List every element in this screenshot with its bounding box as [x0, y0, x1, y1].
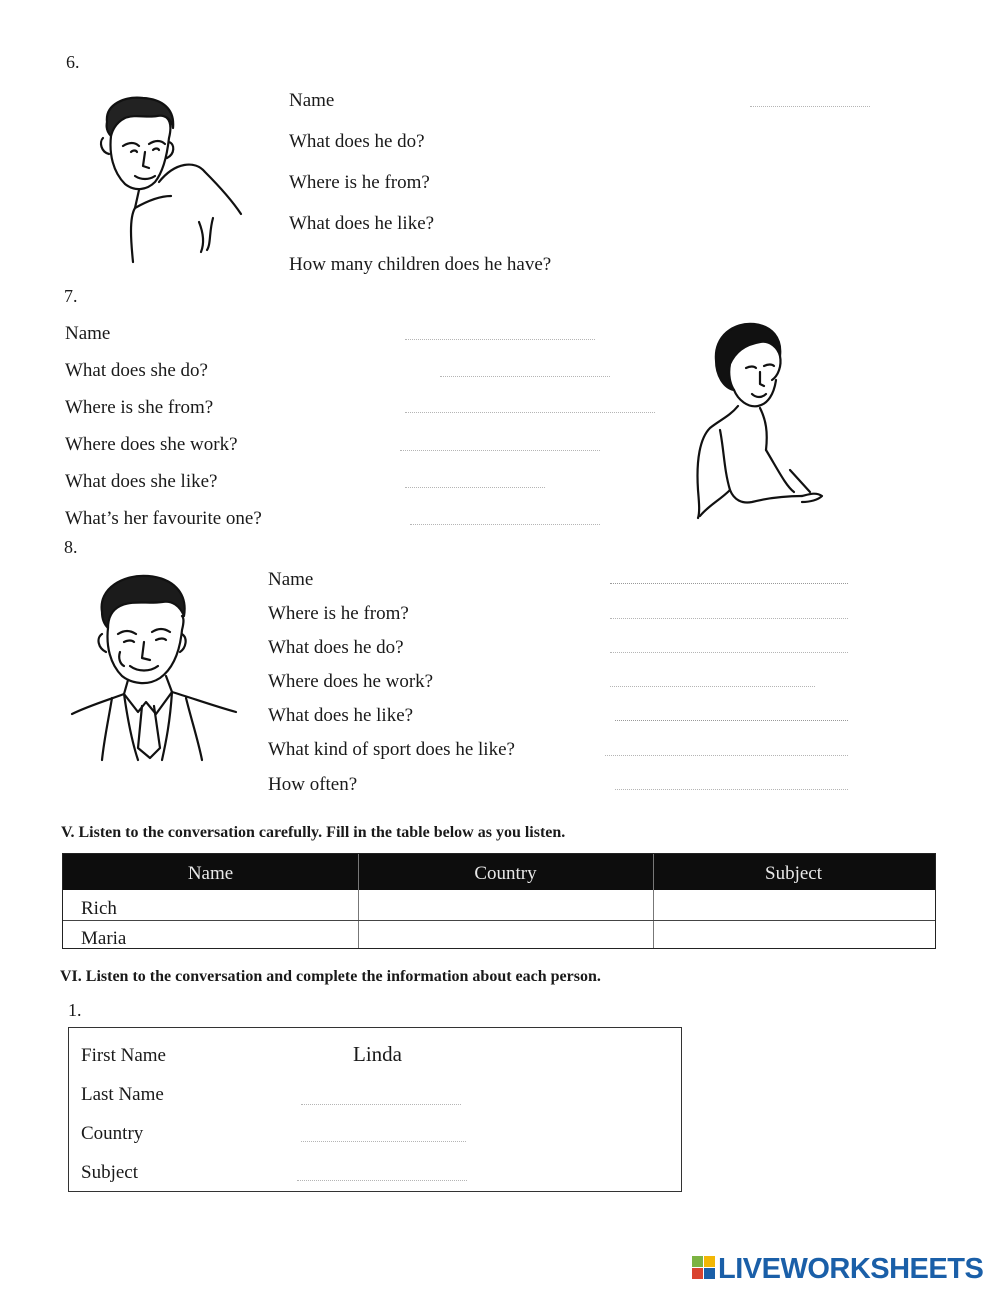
last-name-answer[interactable]	[299, 1082, 469, 1104]
q7-workplace-label: Where does she work?	[65, 434, 238, 455]
q7-origin-answer-line[interactable]	[405, 412, 655, 413]
q6-likes-label: What does he like?	[289, 213, 435, 234]
country-answer[interactable]	[299, 1121, 469, 1143]
row-rich-name: Rich	[81, 898, 117, 919]
q7-origin-label: Where is she from?	[65, 397, 214, 418]
q8-workplace-label: Where does he work?	[268, 671, 434, 692]
q8-sport-answer-line[interactable]	[605, 755, 848, 756]
subject-label: Subject	[81, 1162, 138, 1183]
q7-likes-label: What does she like?	[65, 471, 218, 492]
q7-likes-answer-line[interactable]	[405, 487, 545, 488]
country-answer-line	[301, 1141, 466, 1142]
column-header-name: Name	[187, 863, 234, 884]
question-number-6: 6.	[66, 52, 80, 72]
q7-name-label: Name	[65, 323, 111, 344]
q6-children-label: How many children does he have?	[289, 254, 552, 275]
person-number-1: 1.	[68, 1000, 82, 1020]
q7-favourite-answer-line[interactable]	[410, 524, 600, 525]
question-number-7: 7.	[64, 286, 78, 306]
q8-name-answer-line[interactable]	[610, 583, 848, 584]
row-rich-subject-cell[interactable]	[658, 892, 928, 919]
country-label: Country	[81, 1123, 144, 1144]
subject-answer-line	[297, 1180, 467, 1181]
q8-sport-label: What kind of sport does he like?	[268, 739, 515, 760]
subject-answer[interactable]	[299, 1160, 469, 1182]
man-portrait-illustration	[95, 92, 245, 267]
q7-job-answer-line[interactable]	[440, 376, 610, 377]
q6-name-answer-line[interactable]	[750, 106, 870, 107]
q6-origin-label: Where is he from?	[289, 172, 430, 193]
last-name-label: Last Name	[81, 1084, 164, 1105]
q8-job-answer-line[interactable]	[610, 652, 848, 653]
row-maria-country-cell[interactable]	[363, 922, 648, 947]
column-divider	[358, 854, 359, 948]
q8-origin-label: Where is he from?	[268, 603, 409, 624]
q7-workplace-answer-line[interactable]	[400, 450, 600, 451]
older-man-portrait-illustration	[68, 572, 243, 762]
woman-portrait-illustration	[690, 320, 835, 525]
q8-name-label: Name	[268, 569, 314, 590]
brand-name: LIVEWORKSHEETS	[718, 1253, 984, 1285]
q8-likes-answer-line[interactable]	[615, 720, 848, 721]
q8-frequency-label: How often?	[268, 774, 358, 795]
q8-workplace-answer-line[interactable]	[610, 686, 815, 687]
last-name-answer-line	[301, 1104, 461, 1105]
column-header-subject: Subject	[765, 863, 822, 884]
row-maria-name: Maria	[81, 928, 127, 949]
logo-mark-icon	[692, 1256, 716, 1280]
section-vi-heading: VI. Listen to the conversation and complete the information about each person.	[60, 968, 601, 985]
table-header-row	[63, 854, 935, 890]
q7-name-answer-line[interactable]	[405, 339, 595, 340]
q6-name-label: Name	[289, 90, 335, 111]
first-name-label: First Name	[81, 1045, 166, 1066]
row-rich-country-cell[interactable]	[363, 892, 648, 919]
section-v-heading: V. Listen to the conversation carefully. Fill in the table below as you listen.	[61, 824, 566, 841]
q7-favourite-label: What’s her favourite one?	[65, 508, 262, 529]
row-divider	[63, 920, 935, 921]
q8-job-label: What does he do?	[268, 637, 404, 658]
row-maria-subject-cell[interactable]	[658, 922, 928, 947]
column-header-country: Country	[474, 863, 537, 884]
q8-origin-answer-line[interactable]	[610, 618, 848, 619]
q7-job-label: What does she do?	[65, 360, 208, 381]
q8-frequency-answer-line[interactable]	[615, 789, 848, 790]
q8-likes-label: What does he like?	[268, 705, 414, 726]
q6-job-label: What does he do?	[289, 131, 425, 152]
question-number-8: 8.	[64, 537, 78, 557]
conversation-table	[62, 853, 936, 949]
first-name-value: Linda	[353, 1042, 402, 1066]
column-divider	[653, 854, 654, 948]
person-info-box	[68, 1027, 682, 1192]
